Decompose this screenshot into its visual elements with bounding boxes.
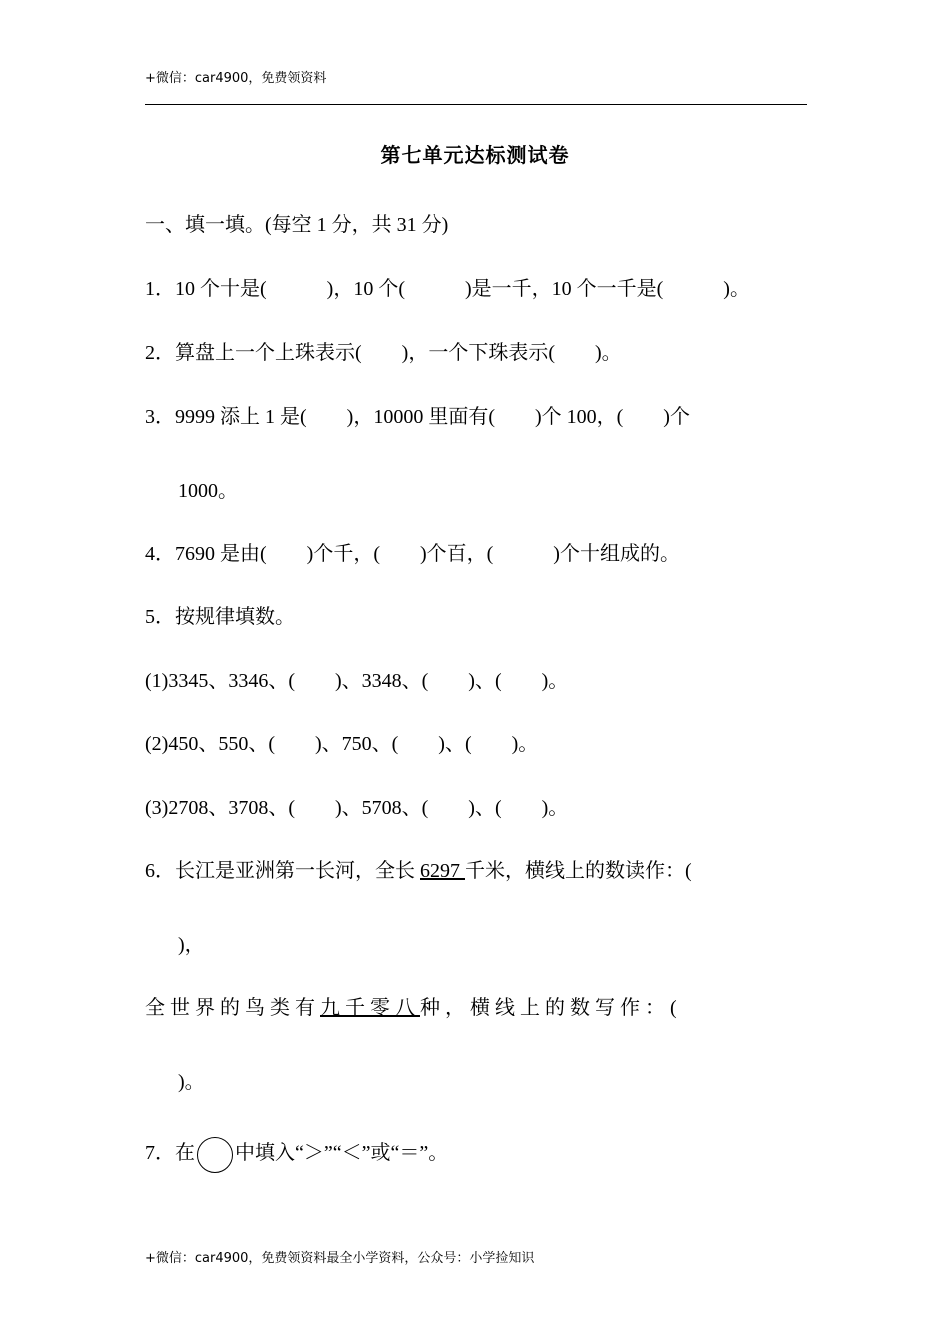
question-6-close2: )。 [178,1071,205,1093]
q6-line3-post: 种 ， 横 线 上 的 数 写 作 ： ( [420,997,677,1019]
question-7 [145,1137,448,1173]
header-note: +微信：car4900，免费领资料 [145,71,327,86]
question-4: 4．7690 是由( )个千，( )个百，( )个十组成的。 [145,543,680,565]
page-title: 第七单元达标测试卷 [380,145,570,167]
question-5-part2: (2)450、550、( )、750、( )、( )。 [145,733,539,755]
question-6-line3 [145,996,677,1020]
header-rule [145,104,807,105]
circle-icon [197,1137,233,1173]
q6-pre: 6．长江是亚洲第一长河，全长 [145,860,420,882]
question-5-part1: (1)3345、3346、( )、3348、( )、( )。 [145,670,569,692]
question-3-line1: 3．9999 添上 1 是( )，10000 里面有( )个 100，( )个 [145,406,690,428]
question-3-line2: 1000。 [178,480,238,502]
footer-note: +微信：car4900，免费领资料最全小学资料，公众号：小学捡知识 [145,1251,535,1266]
q6-line3-pre: 全 世 界 的 鸟 类 有 [145,997,320,1019]
q7-post: 中填入“＞”“＜”或“＝”。 [235,1142,449,1164]
question-6-close1: )， [178,934,205,956]
question-5-stem: 5．按规律填数。 [145,606,295,628]
question-6-line1 [145,859,692,883]
question-2: 2．算盘上一个上珠表示( )，一个下珠表示( )。 [145,342,622,364]
q6-line3-underlined: 九 千 零 八 [320,997,420,1019]
q6-underlined-number: 6297 [420,860,465,882]
question-1: 1．10 个十是( )，10 个( )是一千，10 个一千是( )。 [145,278,750,300]
section-heading: 一、填一填。(每空 1 分，共 31 分) [145,214,449,236]
question-5-part3: (3)2708、3708、( )、5708、( )、( )。 [145,797,569,819]
q6-post: 千米，横线上的数读作：( [465,860,692,882]
q7-pre: 7．在 [145,1142,195,1164]
